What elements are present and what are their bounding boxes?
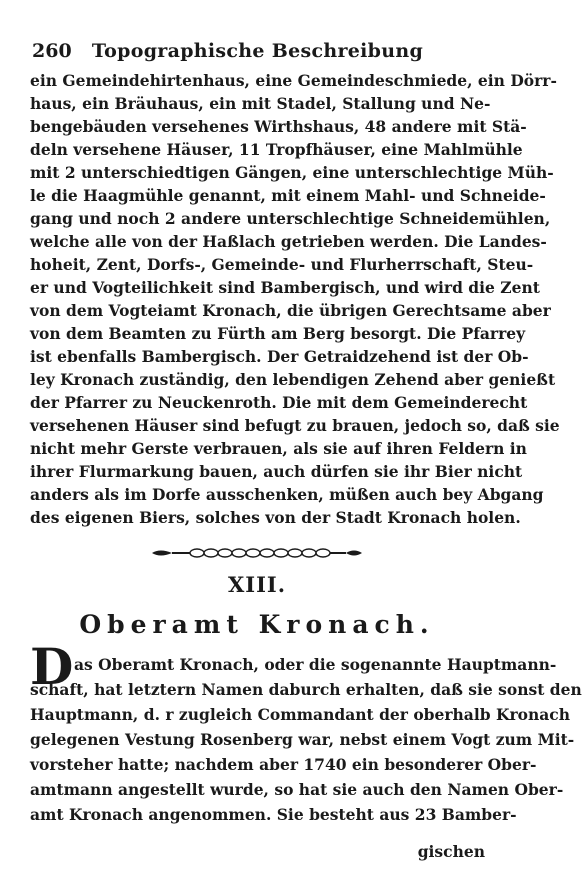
text-line: deln versehene Häuser, 11 Tropfhäuser, eine Mahlmühle [30,140,523,159]
text-line: des eigenen Biers, solches von der Stadt Kronach holen. [30,508,521,527]
text-line: hoheit, Zent, Dorfs-, Gemeinde- und Flurherrschaft, Steu- [30,255,534,274]
text-line: der Pfarrer zu Neuckenroth. Die mit dem Gemeinderecht [30,393,528,412]
text-line: gang und noch 2 andere unterschlechtige Schneidemühlen, [30,209,551,228]
text-line: amt Kronach angenommen. Sie besteht aus 23 Bamber- [30,805,517,824]
text-line: amtmann angestellt wurde, so hat sie auch den Namen Ober- [30,780,564,799]
text-line: schaft, hat letztern Namen daburch erhalten, daß sie sonst den [30,680,582,699]
catchword: gischen [417,842,485,861]
text-line: nicht mehr Gerste verbrauen, als sie auf ihren Feldern in [30,439,527,458]
section-number: XIII. [227,572,287,597]
text-line: mit 2 unterschiedtigen Gängen, eine unterschlechtige Müh- [30,163,554,182]
ornamental-divider [150,546,364,560]
drop-cap: D [30,637,74,696]
text-line: versehenen Häuser sind befugt zu brauen, jedoch so, daß sie [30,416,560,435]
page-number: 260 [32,40,72,62]
text-line: ihrer Flurmarkung bauen, auch dürfen sie ihr Bier nicht [30,462,523,481]
text-line: von dem Vogteiamt Kronach, die übrigen Gerechtsame aber [30,301,551,320]
text-line: welche alle von der Haßlach getrieben werden. Die Landes- [30,232,547,251]
text-line: le die Haagmühle genannt, mit einem Mahl- und Schneide- [30,186,546,205]
text-line: von dem Beamten zu Fürth am Berg besorgt. Die Pfarrey [30,324,526,343]
section-title: Oberamt Kronach. [79,610,435,639]
text-line: bengebäuden versehenes Wirthshaus, 48 andere mit Stä- [30,117,527,136]
text-line: as Oberamt Kronach, oder die sogenannte Hauptmann- [74,655,557,674]
text-line: Hauptmann, d. r zugleich Commandant der oberhalb Kronach [30,705,570,724]
text-line: vorsteher hatte; nachdem aber 1740 ein besonderer Ober- [30,755,537,774]
text-line: haus, ein Bräuhaus, ein mit Stadel, Stallung und Ne- [30,94,491,113]
text-line: gelegenen Vestung Rosenberg war, nebst einem Vogt zum Mit- [30,730,575,749]
text-line: ist ebenfalls Bambergisch. Der Getraidzehend ist der Ob- [30,347,529,366]
text-line: er und Vogteilichkeit sind Bambergisch, und wird die Zent [30,278,540,297]
text-line: anders als im Dorfe ausschenken, müßen auch bey Abgang [30,485,544,504]
text-line: ein Gemeindehirtenhaus, eine Gemeindeschmiede, ein Dörr- [30,71,557,90]
running-head: Topographische Beschreibung [91,40,424,62]
text-line: ley Kronach zuständig, den lebendigen Zehend aber genießt [30,370,556,389]
page-header [30,38,485,66]
